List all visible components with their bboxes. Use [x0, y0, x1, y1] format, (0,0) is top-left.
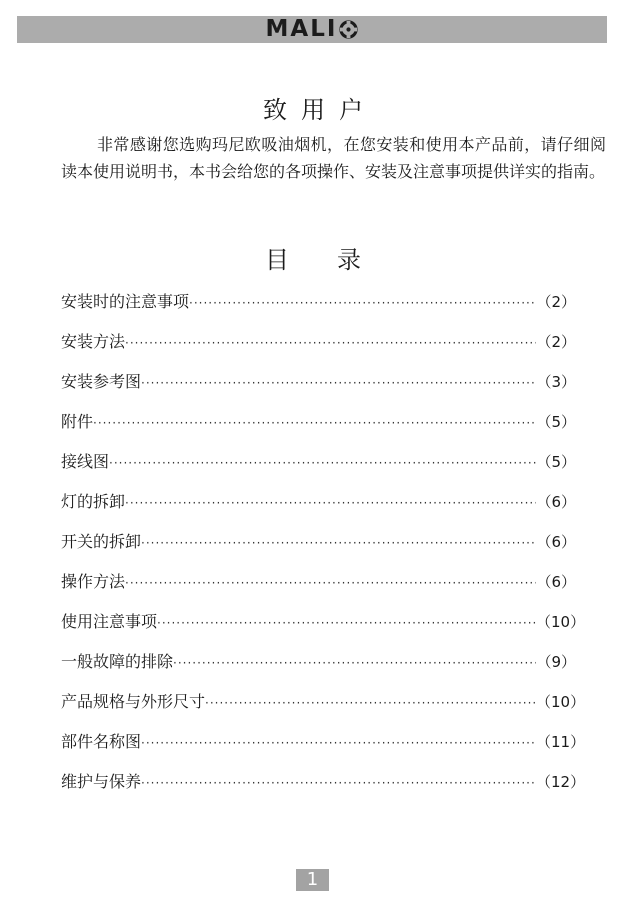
toc-leader-dots [205, 696, 536, 710]
greeting-title: 致用户 [263, 96, 377, 124]
toc-entry[interactable] [61, 489, 576, 529]
toc-entry[interactable] [61, 649, 576, 689]
toc-leader-dots [109, 456, 536, 470]
toc-entry-page: （6） [536, 493, 576, 511]
toc-entry-label: 一般故障的排除 [61, 652, 174, 671]
toc-entry-page: （3） [536, 373, 576, 391]
toc-entry[interactable] [61, 609, 586, 649]
toc-entry[interactable] [61, 529, 576, 569]
toc-leader-dots [141, 776, 536, 790]
header-bar [17, 16, 607, 43]
toc-entry-label: 部件名称图 [61, 732, 142, 751]
toc-entry-page: （6） [536, 573, 576, 591]
toc-entry-label: 安装方法 [61, 332, 126, 351]
brand-name: MALI [265, 16, 338, 42]
toc-entry[interactable] [61, 329, 576, 369]
toc-leader-dots [173, 656, 536, 670]
toc-entry-page: （2） [536, 333, 576, 351]
toc-entry-page: （12） [536, 773, 586, 791]
toc-leader-dots [141, 536, 536, 550]
toc-entry-label: 开关的拆卸 [61, 532, 142, 551]
toc-entry-label: 使用注意事项 [61, 612, 158, 631]
greeting-text [61, 131, 606, 185]
toc-entry-label: 安装参考图 [61, 372, 142, 391]
toc-entry[interactable] [61, 449, 576, 489]
toc-entry[interactable] [61, 769, 586, 809]
toc-entry[interactable] [61, 689, 586, 729]
toc-leader-dots [125, 576, 536, 590]
toc-entry-page: （9） [536, 653, 576, 671]
toc-entry-label: 操作方法 [61, 572, 126, 591]
greeting-paragraph: 非常感谢您选购玛尼欧吸油烟机，在您安装和使用本产品前，请仔细阅读本使用说明书，本书会给您的各项操作、安装及注意事项提供详实的指南。 [61, 135, 606, 181]
toc-entry[interactable] [61, 729, 586, 769]
toc-leader-dots [157, 616, 536, 630]
toc-entry-page: （11） [536, 733, 586, 751]
toc-entry-label: 接线图 [61, 452, 110, 471]
toc-entry[interactable] [61, 289, 576, 329]
toc-leader-dots [189, 296, 536, 310]
toc-entry-page: （5） [536, 453, 576, 471]
toc-leader-dots [125, 336, 536, 350]
page-number: 1 [296, 869, 329, 891]
toc-entry-page: （2） [536, 293, 576, 311]
toc-entry-label: 产品规格与外形尺寸 [61, 692, 206, 711]
toc-leader-dots [141, 376, 536, 390]
toc-leader-dots [93, 416, 536, 430]
toc-entry-page: （10） [536, 613, 586, 631]
toc-entry-label: 灯的拆卸 [61, 492, 126, 511]
brand-logo-mark-icon [339, 20, 358, 39]
toc-entry[interactable] [61, 409, 576, 449]
toc-leader-dots [141, 736, 536, 750]
toc-entry-label: 维护与保养 [61, 772, 142, 791]
toc-entry-label: 附件 [61, 412, 94, 431]
toc-entry[interactable] [61, 569, 576, 609]
toc-entry[interactable] [61, 369, 576, 409]
toc-entry-page: （10） [536, 693, 586, 711]
toc-title: 目录 [265, 246, 409, 274]
toc-entry-page: （5） [536, 413, 576, 431]
brand-logo [266, 18, 359, 41]
toc-entry-page: （6） [536, 533, 576, 551]
table-of-contents [61, 289, 586, 809]
toc-entry-label: 安装时的注意事项 [61, 292, 190, 311]
toc-leader-dots [125, 496, 536, 510]
